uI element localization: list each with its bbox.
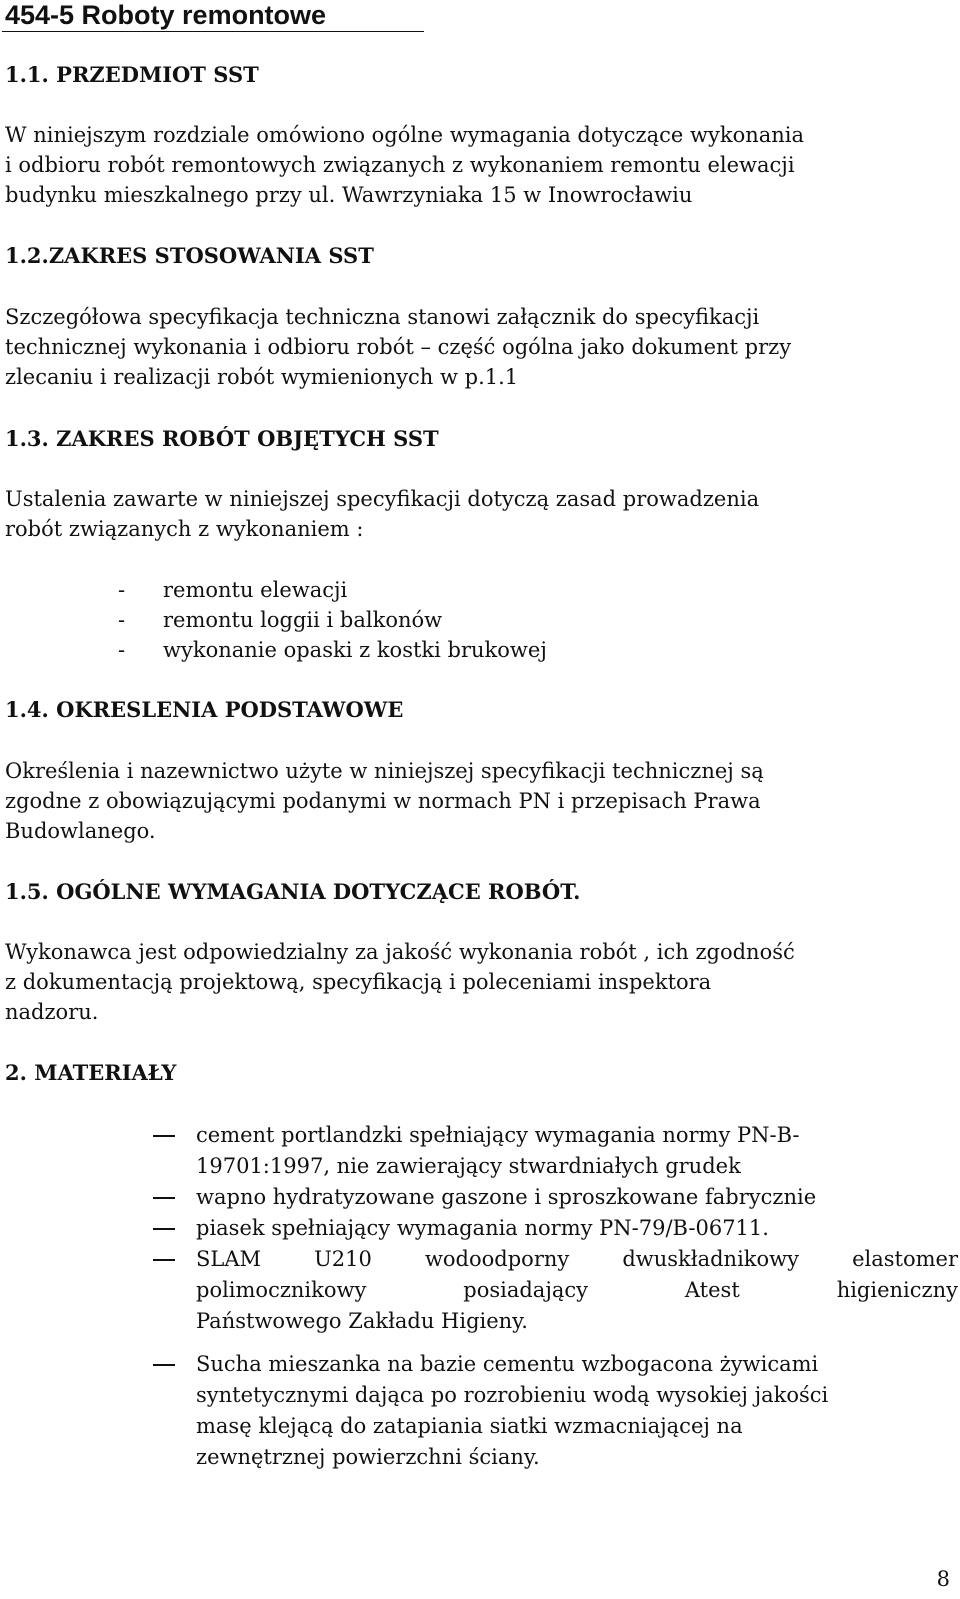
text-line: i odbioru robót remontowych związanych z wykonaniem remontu elewacji [5, 153, 795, 177]
text-line: Wykonawca jest odpowiedzialny za jakość wykonania robót , ich zgodność [5, 940, 795, 964]
section-heading-1-4: 1.4. OKRESLENIA PODSTAWOWE [5, 697, 404, 722]
text-line: masę klejącą do zatapiania siatki wzmacniającej na [196, 1414, 743, 1438]
list-item-text: remontu loggii i balkonów [163, 608, 443, 632]
dash-bullet-icon [153, 1197, 175, 1199]
text-line: wapno hydratyzowane gaszone i sproszkowane fabrycznie [196, 1185, 817, 1209]
text-line: z dokumentacją projektową, specyfikacją i poleceniami inspektora [5, 970, 712, 994]
word: posiadający [463, 1278, 588, 1302]
section-heading-1-1: 1.1. PRZEDMIOT SST [5, 62, 259, 87]
section-text-1-2 [5, 302, 955, 392]
dash-bullet-icon [153, 1259, 175, 1261]
title-underline [2, 31, 424, 32]
word: wodoodporny [424, 1247, 570, 1271]
text-line: Ustalenia zawarte w niniejszej specyfikacji dotyczą zasad prowadzenia [5, 487, 760, 511]
word: Atest [684, 1278, 740, 1302]
word: dwuskładnikowy [622, 1247, 799, 1271]
material-item-sucha-mieszanka [153, 1349, 958, 1473]
justified-line [196, 1244, 958, 1275]
section-heading-1-3: 1.3. ZAKRES ROBÓT OBJĘTYCH SST [5, 426, 439, 451]
text-line: zgodne z obowiązującymi podanymi w normach PN i przepisach Prawa [5, 789, 761, 813]
text-line: Sucha mieszanka na bazie cementu wzbogacona żywicami [196, 1352, 819, 1376]
list-item [118, 605, 547, 635]
material-item-slam [153, 1244, 958, 1337]
text-line: budynku mieszkalnego przy ul. Wawrzyniaka 15 w Inowrocławiu [5, 183, 693, 207]
word: SLAM [196, 1247, 261, 1271]
materials-list [153, 1120, 958, 1473]
dash-bullet-icon [153, 1135, 175, 1137]
section-text-1-5 [5, 937, 955, 1027]
text-line: Państwowego Zakładu Higieny. [196, 1309, 528, 1333]
page-number: 8 [936, 1567, 950, 1591]
text-line: syntetycznymi dająca po rozrobieniu wodą wysokiej jakości [196, 1383, 829, 1407]
list-marker: - [118, 608, 126, 632]
dash-bullet-icon [153, 1228, 175, 1230]
section-text-1-4 [5, 756, 955, 846]
word: higieniczny [836, 1278, 958, 1302]
word: elastomer [852, 1247, 958, 1271]
material-item-wapno [153, 1182, 958, 1213]
section-heading-2: 2. MATERIAŁY [5, 1060, 177, 1085]
text-line: Określenia i nazewnictwo użyte w niniejszej specyfikacji technicznej są [5, 759, 764, 783]
material-item-cement [153, 1120, 958, 1182]
text-line: piasek spełniający wymagania normy PN-79/B-06711. [196, 1216, 769, 1240]
text-line: technicznej wykonania i odbioru robót – część ogólna jako dokument przy [5, 335, 792, 359]
text-line: Szczegółowa specyfikacja techniczna stanowi załącznik do specyfikacji [5, 305, 760, 329]
material-item-piasek [153, 1213, 958, 1244]
text-line: zewnętrznej powierzchni ściany. [196, 1445, 540, 1469]
word: U210 [314, 1247, 372, 1271]
text-line: Budowlanego. [5, 819, 156, 843]
list-marker: - [118, 578, 126, 602]
text-line: zlecaniu i realizacji robót wymienionych w p.1.1 [5, 365, 519, 389]
text-line: nadzoru. [5, 1000, 99, 1024]
section-heading-1-2: 1.2.ZAKRES STOSOWANIA SST [5, 243, 374, 268]
text-line: 19701:1997, nie zawierający stwardniałych grudek [196, 1154, 741, 1178]
document-title: 454-5 Roboty remontowe [5, 0, 327, 30]
works-list [118, 575, 547, 665]
text-line: robót związanych z wykonaniem : [5, 517, 364, 541]
list-item [118, 575, 547, 605]
list-item [118, 635, 547, 665]
text-line: cement portlandzki spełniający wymagania normy PN-B- [196, 1123, 800, 1147]
section-text-1-3 [5, 484, 955, 544]
list-item-text: wykonanie opaski z kostki brukowej [163, 638, 547, 662]
word: polimocznikowy [196, 1278, 367, 1302]
section-text-1-1 [5, 120, 955, 210]
section-heading-1-5: 1.5. OGÓLNE WYMAGANIA DOTYCZĄCE ROBÓT. [5, 879, 581, 904]
dash-bullet-icon [153, 1364, 175, 1366]
list-item-text: remontu elewacji [163, 578, 348, 602]
list-marker: - [118, 638, 126, 662]
justified-line [196, 1275, 958, 1306]
text-line: W niniejszym rozdziale omówiono ogólne wymagania dotyczące wykonania [5, 123, 805, 147]
